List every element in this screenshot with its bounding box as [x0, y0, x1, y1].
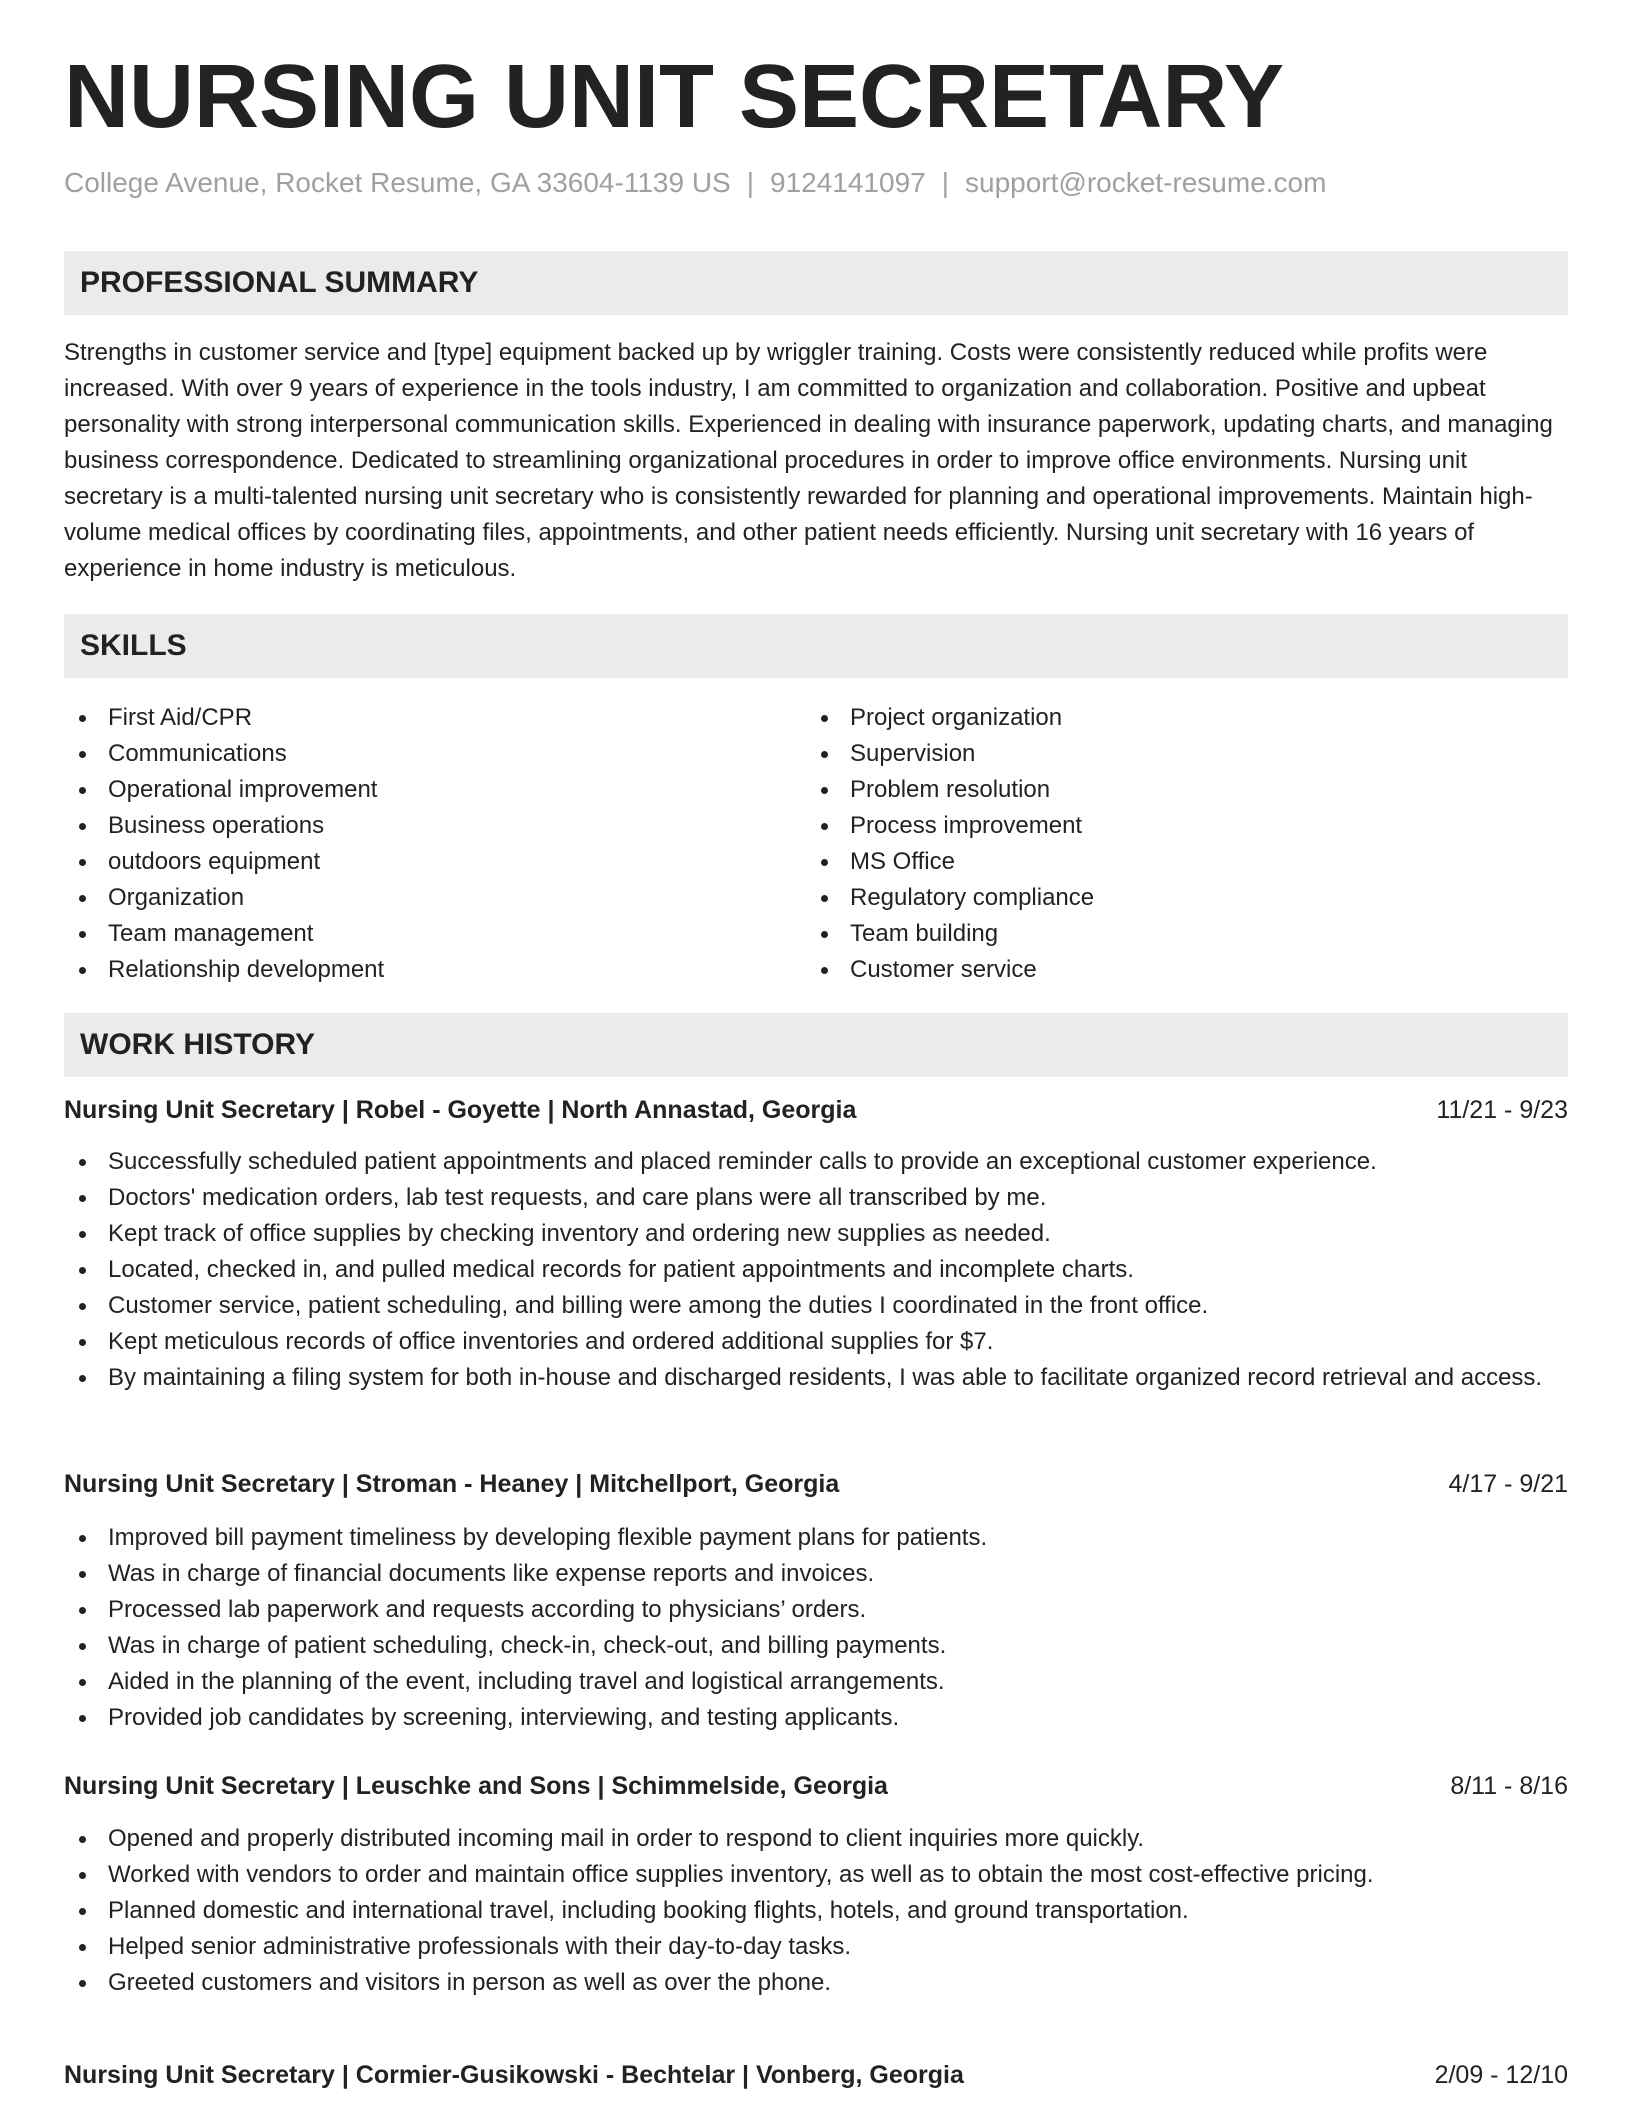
job-title: Nursing Unit Secretary | Robel - Goyette | North Annastad, Georgia — [64, 1096, 857, 1124]
job-bullet: Kept meticulous records of office inventories and ordered additional supplies for $7. — [64, 1324, 1568, 1360]
job-title: Nursing Unit Secretary | Cormier-Gusikowski - Bechtelar | Vonberg, Georgia — [64, 2061, 964, 2089]
skill-item: outdoors equipment — [64, 844, 806, 880]
skill-item: Operational improvement — [64, 772, 806, 808]
section-heading-work-history: WORK HISTORY — [64, 1013, 1568, 1077]
skill-item: Customer service — [806, 952, 1548, 988]
job-bullet: Kept track of office supplies by checking inventory and ordering new supplies as needed. — [64, 1216, 1568, 1252]
contact-phone: 9124141097 — [770, 167, 926, 198]
job-bullet: Was in charge of financial documents like expense reports and invoices. — [64, 1556, 1568, 1592]
job-title: Nursing Unit Secretary | Stroman - Heaney | Mitchellport, Georgia — [64, 1470, 840, 1498]
job-bullet: Was in charge of patient scheduling, check-in, check-out, and billing payments. — [64, 1628, 1568, 1664]
job-bullet: Aided in the planning of the event, including travel and logistical arrangements. — [64, 1664, 1568, 1700]
summary-text: Strengths in customer service and [type] equipment backed up by wriggler training. Costs were consistently reduced while profits were increased. With over 9 years of experience in the tools industry, I am committed to organization and collaboration. Positive and upbeat personality with strong interpersonal communication skills. Experienced in dealing with insurance paperwork, updating charts, and managing business correspondence. Dedicated to streamlining organizational procedures in order to improve office environments. Nursing unit secretary is a multi-talented nursing unit secretary who is consistently rewarded for planning and operational improvements. Maintain high-volume medical offices by coordinating files, appointments, and other patient needs efficiently. Nursing unit secretary with 16 years of experience in home industry is meticulous. — [64, 339, 1553, 582]
job-bullets — [64, 1144, 1568, 1396]
job-title: Nursing Unit Secretary | Leuschke and Sons | Schimmelside, Georgia — [64, 1772, 888, 1800]
skill-item: Process improvement — [806, 808, 1548, 844]
skill-item: Business operations — [64, 808, 806, 844]
job-bullet: Customer service, patient scheduling, and billing were among the duties I coordinated in the front office. — [64, 1288, 1568, 1324]
job-dates: 8/11 - 8/16 — [1450, 1772, 1568, 1800]
contact-separator: | — [941, 167, 950, 198]
skill-item: Problem resolution — [806, 772, 1548, 808]
job-bullets — [64, 1821, 1568, 2001]
job-bullet: Worked with vendors to order and maintain office supplies inventory, as well as to obtain the most cost-effective pricing. — [64, 1857, 1568, 1893]
skill-item: Communications — [64, 736, 806, 772]
job-header — [64, 1092, 1568, 1128]
contact-email[interactable]: support@rocket-resume.com — [965, 167, 1327, 198]
skills-list — [64, 700, 1568, 988]
job-header — [64, 1466, 1568, 1502]
job-bullet: Greeted customers and visitors in person as well as over the phone. — [64, 1965, 1568, 2001]
contact-address: College Avenue, Rocket Resume, GA 33604-1139 US — [64, 167, 731, 198]
job-header — [64, 1768, 1568, 1804]
job-bullet: Improved bill payment timeliness by developing flexible payment plans for patients. — [64, 1520, 1568, 1556]
skills-column-left — [64, 700, 806, 988]
job-bullet: Helped senior administrative professionals with their day-to-day tasks. — [64, 1929, 1568, 1965]
job-bullets — [64, 1520, 1568, 1736]
job-bullet: Processed lab paperwork and requests according to physicians’ orders. — [64, 1592, 1568, 1628]
skill-item: Team management — [64, 916, 806, 952]
section-heading-summary: PROFESSIONAL SUMMARY — [64, 251, 1568, 315]
skill-item: MS Office — [806, 844, 1548, 880]
job-dates: 11/21 - 9/23 — [1436, 1096, 1568, 1124]
job-bullet: Doctors' medication orders, lab test requests, and care plans were all transcribed by me. — [64, 1180, 1568, 1216]
contact-line — [64, 167, 1326, 199]
skill-item: First Aid/CPR — [64, 700, 806, 736]
skill-item: Supervision — [806, 736, 1548, 772]
skill-item: Team building — [806, 916, 1548, 952]
skill-item: Project organization — [806, 700, 1548, 736]
job-bullet: Located, checked in, and pulled medical records for patient appointments and incomplete charts. — [64, 1252, 1568, 1288]
job-header — [64, 2057, 1568, 2093]
job-dates: 4/17 - 9/21 — [1448, 1470, 1568, 1498]
skills-column-right — [806, 700, 1548, 988]
job-bullet: Opened and properly distributed incoming mail in order to respond to client inquiries more quickly. — [64, 1821, 1568, 1857]
job-bullet: Provided job candidates by screening, interviewing, and testing applicants. — [64, 1700, 1568, 1736]
skill-item: Regulatory compliance — [806, 880, 1548, 916]
job-bullet: Planned domestic and international travel, including booking flights, hotels, and ground transportation. — [64, 1893, 1568, 1929]
skill-item: Relationship development — [64, 952, 806, 988]
section-heading-skills: SKILLS — [64, 614, 1568, 678]
job-bullet: Successfully scheduled patient appointments and placed reminder calls to provide an exceptional customer experience. — [64, 1144, 1568, 1180]
skill-item: Organization — [64, 880, 806, 916]
candidate-name: NURSING UNIT SECRETARY — [64, 47, 1285, 147]
job-bullet: By maintaining a filing system for both in-house and discharged residents, I was able to facilitate organized record retrieval and access. — [64, 1360, 1568, 1396]
job-dates: 2/09 - 12/10 — [1434, 2061, 1568, 2089]
contact-separator: | — [746, 167, 754, 198]
